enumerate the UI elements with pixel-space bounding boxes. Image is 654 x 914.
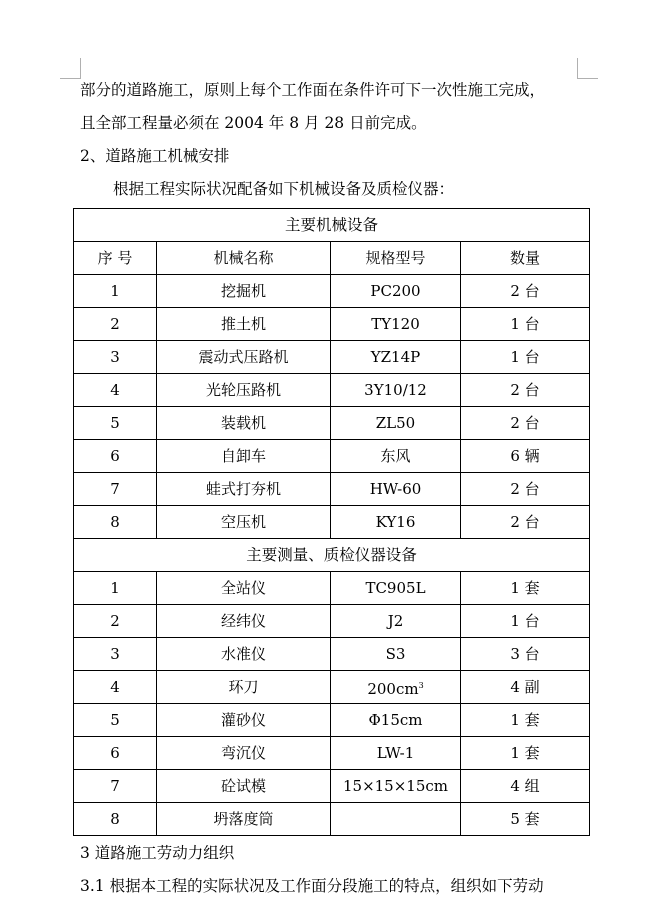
- table-row: [74, 605, 590, 638]
- machinery-cell-model: KY16: [331, 506, 461, 539]
- instrument-cell-quantity: 1 套: [461, 572, 590, 605]
- machinery-cell-serial: 3: [74, 341, 157, 374]
- section-title-instruments: 主要测量、质检仪器设备: [74, 539, 590, 572]
- table-row: [74, 407, 590, 440]
- table-row: [74, 440, 590, 473]
- table-row: [74, 737, 590, 770]
- machinery-cell-name: 推土机: [157, 308, 331, 341]
- table-row: [74, 572, 590, 605]
- instrument-cell-serial: 4: [74, 671, 157, 704]
- machinery-cell-serial: 2: [74, 308, 157, 341]
- instrument-cell-name: 弯沉仪: [157, 737, 331, 770]
- machinery-cell-model: 3Y10/12: [331, 374, 461, 407]
- instrument-cell-name: 灌砂仪: [157, 704, 331, 737]
- machinery-cell-model: ZL50: [331, 407, 461, 440]
- instrument-cell-quantity: 3 台: [461, 638, 590, 671]
- table-row: [74, 341, 590, 374]
- machinery-cell-quantity: 2 台: [461, 506, 590, 539]
- instrument-cell-name: 水准仪: [157, 638, 331, 671]
- instrument-cell-model: [331, 803, 461, 836]
- instrument-cell-model: 15×15×15cm: [331, 770, 461, 803]
- table-row: [74, 671, 590, 704]
- table-row: [74, 704, 590, 737]
- machinery-cell-serial: 1: [74, 275, 157, 308]
- machinery-cell-quantity: 1 台: [461, 341, 590, 374]
- instrument-cell-name: 经纬仪: [157, 605, 331, 638]
- machinery-cell-name: 自卸车: [157, 440, 331, 473]
- instrument-cell-model: TC905L: [331, 572, 461, 605]
- instrument-cell-model: LW-1: [331, 737, 461, 770]
- instrument-cell-model: S3: [331, 638, 461, 671]
- table-row: [74, 506, 590, 539]
- instrument-cell-model: J2: [331, 605, 461, 638]
- instrument-cell-serial: 7: [74, 770, 157, 803]
- machinery-cell-model: YZ14P: [331, 341, 461, 374]
- unit-superscript: 3: [418, 680, 424, 690]
- table-intro-text: 根据工程实际状况配备如下机械设备及质检仪器：: [113, 180, 455, 198]
- page-corner-mark-top-right: [577, 58, 598, 79]
- machinery-cell-name: 装载机: [157, 407, 331, 440]
- machinery-cell-name: 空压机: [157, 506, 331, 539]
- table-row: [74, 638, 590, 671]
- instrument-cell-serial: 5: [74, 704, 157, 737]
- table-row: [74, 275, 590, 308]
- instrument-cell-name: 全站仪: [157, 572, 331, 605]
- instrument-cell-model: Φ15cm: [331, 704, 461, 737]
- machinery-cell-name: 光轮压路机: [157, 374, 331, 407]
- header-cell-model: 规格型号: [331, 242, 461, 275]
- equipment-table: [73, 208, 590, 836]
- machinery-cell-serial: 4: [74, 374, 157, 407]
- instrument-cell-serial: 1: [74, 572, 157, 605]
- paragraph-line-2: 且全部工程量必须在 2004 年 8 月 28 日前完成。: [80, 114, 427, 132]
- machinery-cell-serial: 6: [74, 440, 157, 473]
- section-heading-3: 3 道路施工劳动力组织: [80, 844, 235, 862]
- machinery-cell-model: PC200: [331, 275, 461, 308]
- table-row: [74, 803, 590, 836]
- instrument-cell-quantity: 4 副: [461, 671, 590, 704]
- machinery-cell-name: 挖掘机: [157, 275, 331, 308]
- instrument-cell-model: $200cm^3$: [331, 671, 461, 704]
- machinery-cell-quantity: 2 台: [461, 407, 590, 440]
- machinery-cell-serial: 8: [74, 506, 157, 539]
- machinery-cell-model: 东风: [331, 440, 461, 473]
- instrument-cell-serial: 8: [74, 803, 157, 836]
- header-cell-serial: 序 号: [74, 242, 157, 275]
- machinery-cell-serial: 7: [74, 473, 157, 506]
- header-cell-name: 机械名称: [157, 242, 331, 275]
- page-corner-mark-top-left: [60, 58, 81, 79]
- instrument-cell-name: 坍落度筒: [157, 803, 331, 836]
- paragraph-line-3-1: 3.1 根据本工程的实际状况及工作面分段施工的特点，组织如下劳动: [80, 877, 544, 895]
- instrument-cell-quantity: 5 套: [461, 803, 590, 836]
- machinery-cell-quantity: 2 台: [461, 374, 590, 407]
- instrument-cell-serial: 3: [74, 638, 157, 671]
- machinery-cell-quantity: 6 辆: [461, 440, 590, 473]
- machinery-cell-quantity: 2 台: [461, 275, 590, 308]
- instrument-cell-name: 砼试模: [157, 770, 331, 803]
- table-row: [74, 770, 590, 803]
- machinery-cell-model: HW-60: [331, 473, 461, 506]
- header-cell-quantity: 数量: [461, 242, 590, 275]
- machinery-cell-name: 蛙式打夯机: [157, 473, 331, 506]
- machinery-cell-quantity: 2 台: [461, 473, 590, 506]
- paragraph-line-1: 部分的道路施工，原则上每个工作面在条件许可下一次性施工完成，: [80, 81, 546, 99]
- instrument-cell-quantity: 4 组: [461, 770, 590, 803]
- section-heading-2: 2、道路施工机械安排: [80, 147, 230, 165]
- section-title-machinery: 主要机械设备: [74, 209, 590, 242]
- instrument-cell-name: 环刀: [157, 671, 331, 704]
- machinery-cell-name: 震动式压路机: [157, 341, 331, 374]
- table-row: [74, 473, 590, 506]
- table-row: [74, 308, 590, 341]
- table-header-row: [74, 242, 590, 275]
- section-title-row: [74, 209, 590, 242]
- table-row: [74, 374, 590, 407]
- machinery-cell-serial: 5: [74, 407, 157, 440]
- instrument-cell-serial: 2: [74, 605, 157, 638]
- machinery-cell-model: TY120: [331, 308, 461, 341]
- instrument-cell-serial: 6: [74, 737, 157, 770]
- instrument-cell-quantity: 1 套: [461, 704, 590, 737]
- machinery-cell-quantity: 1 台: [461, 308, 590, 341]
- instrument-cell-quantity: 1 台: [461, 605, 590, 638]
- instrument-cell-quantity: 1 套: [461, 737, 590, 770]
- section-title-row: [74, 539, 590, 572]
